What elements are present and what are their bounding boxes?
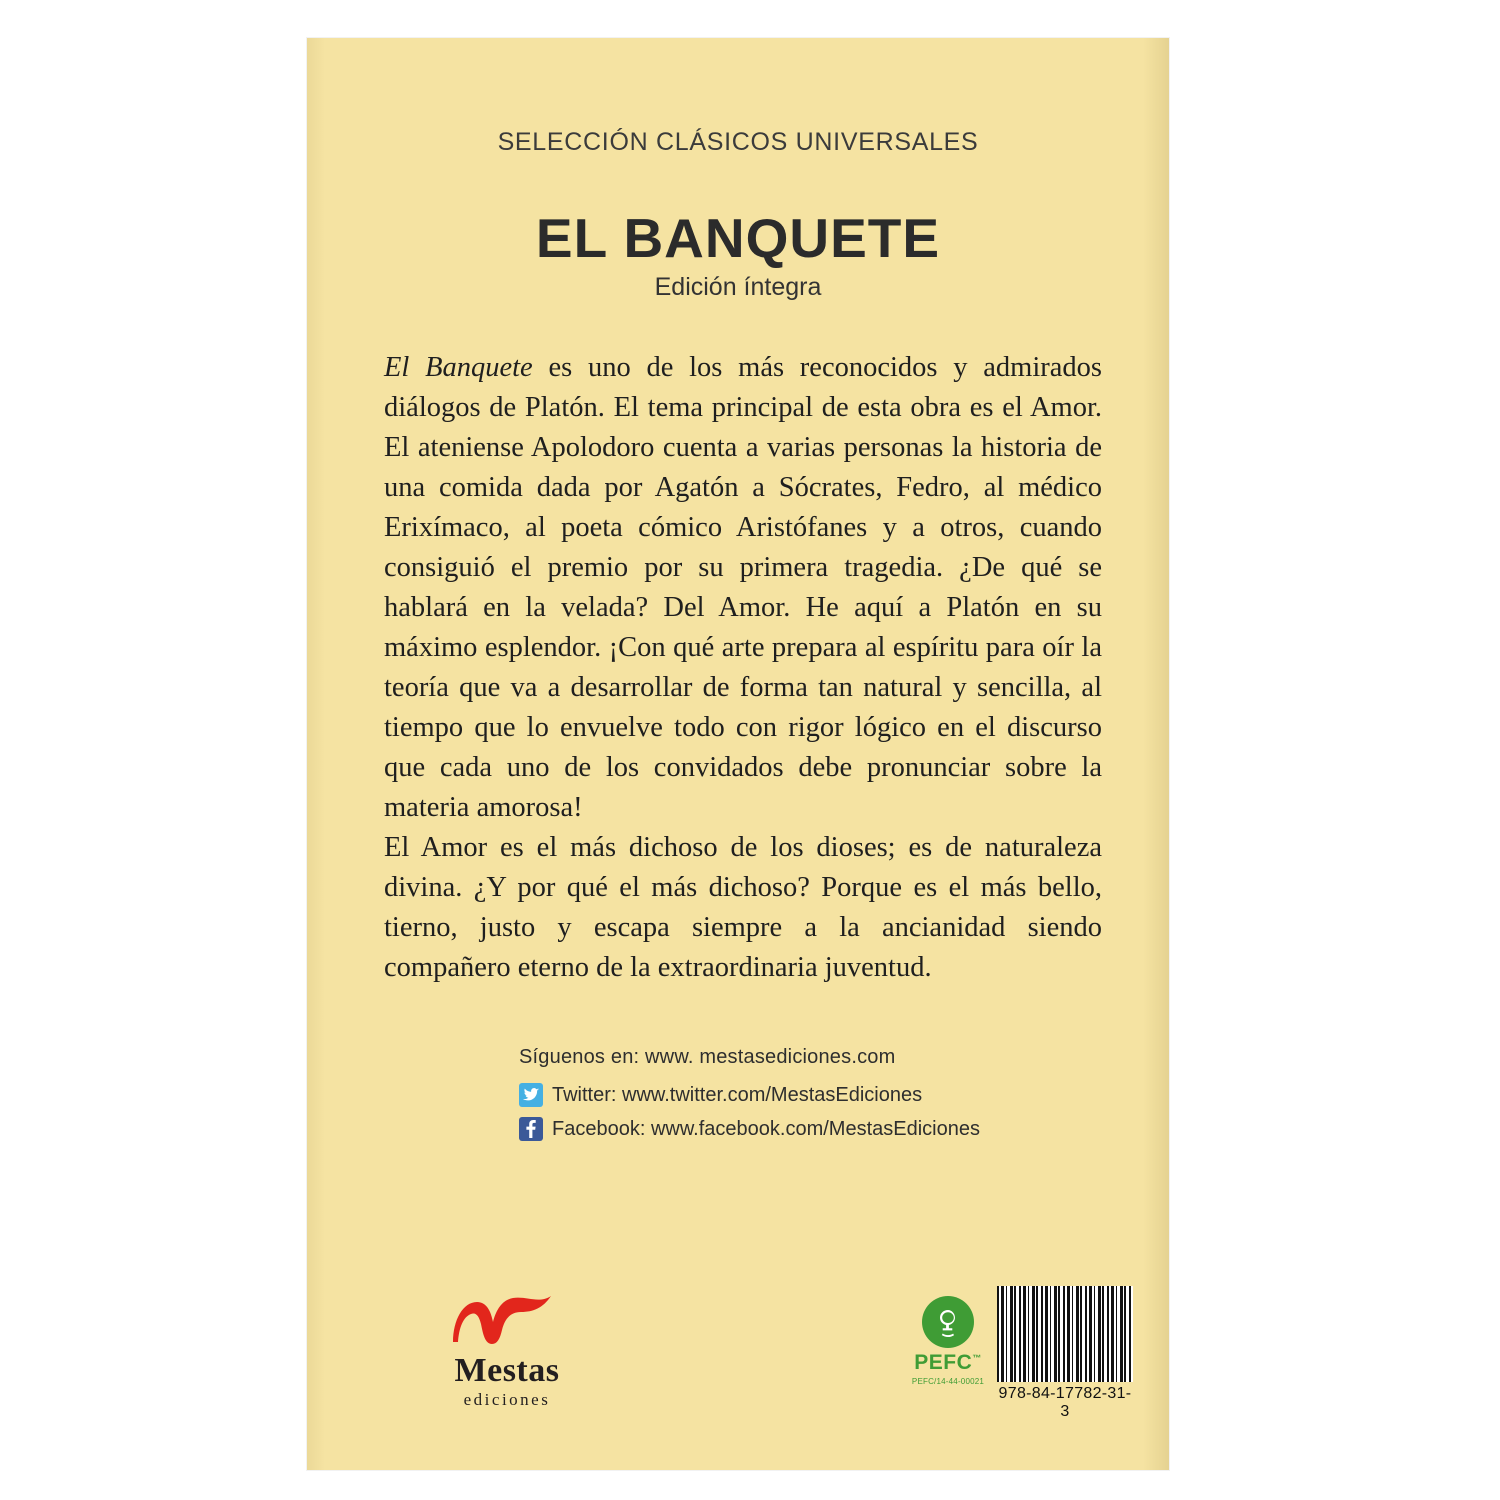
pefc-wordmark	[903, 1351, 993, 1375]
blurb-paragraph-1-text: es uno de los más reconocidos y admirados diálogos de Platón. El tema principal de esta obra es el Amor. El ateniense Apolodoro cuenta a varias personas la historia de una comida dada por Agatón a Sócrates, Fedro, al médico Erixímaco, al poeta cómico Aristófanes y a otros, cuando consiguió el premio por su primera tragedia. ¿De qué se hablará en la velada? Del Amor. He aquí a Platón en su máximo esplendor. ¡Con qué arte prepara al espíritu para oír la teoría que va a desarrollar de forma tan natural y sencilla, al tiempo que lo envuelve todo con rigor lógico en el discurso que cada uno de los convidados debe pronunciar sobre la materia amorosa!	[384, 352, 1102, 823]
pefc-certification	[903, 1296, 993, 1386]
mestas-mark-icon	[397, 1288, 617, 1350]
pefc-word-text: PEFC	[914, 1351, 973, 1374]
barcode-bars-icon	[997, 1286, 1133, 1382]
twitter-icon	[519, 1083, 543, 1107]
blurb-paragraph-2: El Amor es el más dichoso de los dioses; es de naturaleza divina. ¿Y por qué el más dichoso? Porque es el más bello, tierno, justo y escapa siempre a la ancianidad siendo compañero eterno de la extraordinaria juventud.	[384, 832, 1102, 983]
publisher-logo	[397, 1288, 617, 1410]
book-back-cover	[307, 38, 1169, 1470]
publisher-name: Mestas	[454, 1352, 560, 1389]
pefc-trademark: ™	[972, 1353, 982, 1363]
follow-us-label: Síguenos en: www. mestasediciones.com	[519, 1046, 896, 1068]
blurb-paragraph-1	[384, 348, 1102, 828]
facebook-icon	[519, 1117, 543, 1141]
isbn-number: 978-84-17782-31-3	[998, 1385, 1132, 1420]
barcode-block	[997, 1286, 1133, 1421]
publisher-kind: ediciones	[463, 1390, 551, 1409]
facebook-url: Facebook: www.facebook.com/MestasEdiciones	[552, 1117, 980, 1140]
book-title: EL BANQUETE	[535, 207, 941, 269]
book-subtitle: Edición íntegra	[654, 273, 822, 301]
facebook-row[interactable]	[519, 1117, 1079, 1141]
twitter-row[interactable]	[519, 1083, 1079, 1107]
social-block	[519, 1046, 1079, 1151]
blurb-lead-italic: El Banquete	[384, 352, 533, 383]
blurb-text	[384, 348, 1102, 988]
pefc-tree-icon	[922, 1296, 974, 1348]
pefc-code: PEFC/14-44-00021	[911, 1377, 985, 1386]
collection-label: SELECCIÓN CLÁSICOS UNIVERSALES	[497, 128, 979, 156]
twitter-url: Twitter: www.twitter.com/MestasEdiciones	[552, 1083, 923, 1106]
